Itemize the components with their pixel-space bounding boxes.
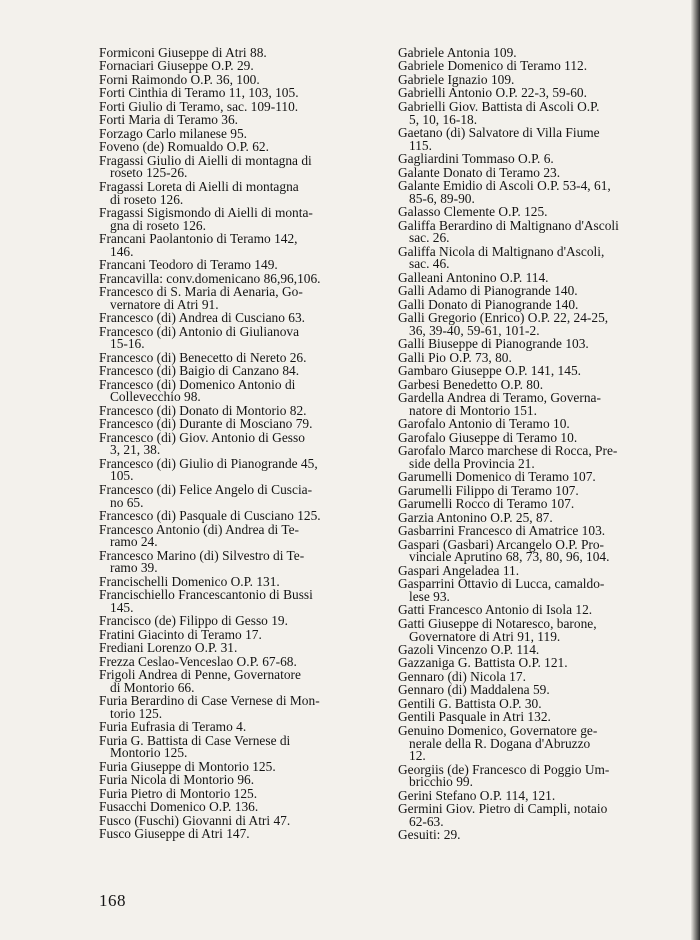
index-entry: Fusacchi Domenico O.P. 136. [99,799,259,815]
book-spine-shadow [691,0,700,940]
index-entry: Francesco (di) Donato di Montorio 82. [99,402,307,418]
index-entry: Gatti Giuseppe di Notaresco, barone, Governatore di Atri 91, 119. [398,615,597,644]
index-entry: Gabrielli Antonio O.P. 22-3, 59-60. [398,85,587,101]
index-entry: Furia Nicola di Montorio 96. [99,772,255,788]
index-entry: Garumelli Filippo di Teramo 107. [398,482,579,498]
index-entry: Formiconi Giuseppe di Atri 88. [99,45,267,60]
index-entry: Forti Cinthia di Teramo 11, 103, 105. [99,85,299,101]
index-entry: Germini Giov. Pietro di Campli, notaio 62-63. [398,801,608,829]
index-entry: Gaspari Angeladea 11. [398,562,520,578]
index-entry: Gesuiti: 29. [398,827,461,843]
index-entry: Frezza Ceslao-Venceslao O.P. 67-68. [99,653,297,669]
index-entry: Galiffa Berardino di Maltignano d'Ascoli sac. 26. [398,217,619,246]
index-entry: Francischiello Francescantonio di Bussi 145. [99,587,313,615]
index-entry: Frediani Lorenzo O.P. 31. [99,640,238,656]
index-column-left [99,47,367,842]
index-entry: Forni Raimondo O.P. 36, 100. [99,71,260,87]
index-entry: Galli Donato di Pianogrande 140. [398,296,579,312]
index-entry: Francisco (de) Filippo di Gesso 19. [99,613,288,629]
index-entry: Fragassi Sigismondo di Aielli di monta- gna di roseto 126. [99,205,313,233]
index-entry: Forzago Carlo milanese 95. [99,125,248,141]
index-entry: Francesco Antonio (di) Andrea di Te- ramo 24. [99,521,299,550]
index-entry: Furia Eufrasia di Teramo 4. [99,719,247,735]
index-entry: Garumelli Rocco di Teramo 107. [398,496,575,512]
index-entry: Gaspari (Gasbari) Arcangelo O.P. Pro- vinciale Aprutino 68, 73, 80, 96, 104. [398,536,610,565]
index-entry: Galasso Clemente O.P. 125. [398,204,548,220]
index-entry: Gatti Francesco Antonio di Isola 12. [398,602,593,618]
index-entry: Gazzaniga G. Battista O.P. 121. [398,655,568,671]
index-entry: Francesco (di) Benecetto di Nereto 26. [99,349,307,365]
index-entry: Galli Biuseppe di Pianogrande 103. [398,336,589,352]
index-entry: Genuino Domenico, Governatore ge- nerale della R. Dogana d'Abruzzo 12. [398,722,598,764]
index-entry: Gabrielli Giov. Battista di Ascoli O.P. 5, 10, 16-18. [398,98,600,127]
index-entry: Galiffa Nicola di Maltignano d'Ascoli, sac. 46. [398,243,605,272]
index-entry: Francesco (di) Pasquale di Cusciano 125. [99,508,321,524]
index-entry: Fragassi Giulio di Aielli di montagna di roseto 125-26. [99,152,312,181]
index-entry: Garofalo Marco marchese di Rocca, Pre- side della Provincia 21. [398,443,618,471]
index-entry: Garzia Antonino O.P. 25, 87. [398,509,553,525]
index-entry: Francavilla: conv.domenicano 86,96,106. [99,270,321,286]
index-entry: Gerini Stefano O.P. 114, 121. [398,787,556,803]
index-entry: Georgiis (de) Francesco di Poggio Um- bricchio 99. [398,761,610,790]
index-entry: Foveno (de) Romualdo O.P. 62. [99,139,269,155]
index-entry: Gazoli Vincenzo O.P. 114. [398,642,540,657]
index-entry: Francesco (di) Giov. Antonio di Gesso 3, 21, 38. [99,429,305,458]
index-entry: Gardella Andrea di Teramo, Governa- natore di Montorio 151. [398,390,601,418]
index-entry: Galli Pio O.P. 73, 80. [398,349,512,365]
index-entry: Furia Giuseppe di Montorio 125. [99,758,276,774]
index-entry: Galli Adamo di Pianogrande 140. [398,283,578,299]
index-entry: Francani Teodoro di Teramo 149. [99,257,278,273]
index-entry: Francesco (di) Antonio di Giulianova 15-16. [99,323,300,352]
index-entry: Francischelli Domenico O.P. 131. [99,573,280,589]
index-column-right [398,47,664,843]
index-entry: Gagliardini Tommaso O.P. 6. [398,151,554,167]
index-entry: Francesco (di) Domenico Antonio di Collevecchio 98. [99,376,296,405]
index-entry: Francesco (di) Giulio di Pianogrande 45, 105. [99,455,318,484]
index-entry: Furia Pietro di Montorio 125. [99,785,258,801]
index-entry: Gennaro (di) Maddalena 59. [398,682,550,698]
index-entry: Francesco (di) Felice Angelo di Cuscia- no 65. [99,481,313,510]
index-entry: Forti Giulio di Teramo, sac. 109-110. [99,98,299,114]
index-entry: Fratini Giacinto di Teramo 17. [99,626,262,642]
index-entry: Galleani Antonino O.P. 114. [398,269,549,285]
index-entry: Galante Emidio di Ascoli O.P. 53-4, 61, 85-6, 89-90. [398,178,611,206]
index-entry: Fusco Giuseppe di Atri 147. [99,826,250,842]
index-entry: Galante Donato di Teramo 23. [398,164,561,180]
index-entry: Francesco di S. Maria di Aenaria, Go- vernatore di Atri 91. [99,284,303,312]
index-entry: Fragassi Loreta di Aielli di montagna di roseto 126. [99,178,299,207]
index-entry: Furia G. Battista di Case Vernese di Montorio 125. [99,732,291,761]
page-number: 168 [99,891,126,910]
index-entry: Francesco (di) Andrea di Cusciano 63. [99,310,306,326]
index-entry: Gaetano (di) Salvatore di Villa Fiume 115. [398,125,600,153]
index-entry: Fusco (Fuschi) Giovanni di Atri 47. [99,812,291,828]
index-entry: Gabriele Antonia 109. [398,45,517,60]
index-entry: Gasparrini Ottavio di Lucca, camaldo- lese 93. [398,576,605,604]
index-entry: Gentili Pasquale in Atri 132. [398,709,551,725]
index-entry: Frigoli Andrea di Penne, Governatore di Montorio 66. [99,667,301,695]
index-entry: Francesco (di) Baigio di Canzano 84. [99,363,300,379]
index-entry: Francesco Marino (di) Silvestro di Te- ramo 39. [99,547,305,576]
index-entry: Gambaro Giuseppe O.P. 141, 145. [398,363,581,379]
index-entry: Garbesi Benedetto O.P. 80. [398,376,544,392]
index-entry: Gabriele Ignazio 109. [398,71,515,87]
index-entry: Fornaciari Giuseppe O.P. 29. [99,58,254,74]
index-entry: Francani Paolantonio di Teramo 142, 146. [99,231,298,259]
index-entry: Garumelli Domenico di Teramo 107. [398,469,596,485]
index-entry: Furia Berardino di Case Vernese di Mon- torio 125. [99,693,320,721]
index-entry: Gentili G. Battista O.P. 30. [398,695,542,711]
index-entry: Francesco (di) Durante di Mosciano 79. [99,416,313,432]
index-entry: Garofalo Giuseppe di Teramo 10. [398,429,578,445]
index-entry: Gasbarrini Francesco di Amatrice 103. [398,523,606,539]
index-entry: Gennaro (di) Nicola 17. [398,668,526,684]
index-entry: Forti Maria di Teramo 36. [99,112,239,128]
index-entry: Galli Gregorio (Enrico) O.P. 22, 24-25, 36, 39-40, 59-61, 101-2. [398,310,609,338]
index-entry: Gabriele Domenico di Teramo 112. [398,58,588,74]
index-entry: Garofalo Antonio di Teramo 10. [398,416,570,432]
